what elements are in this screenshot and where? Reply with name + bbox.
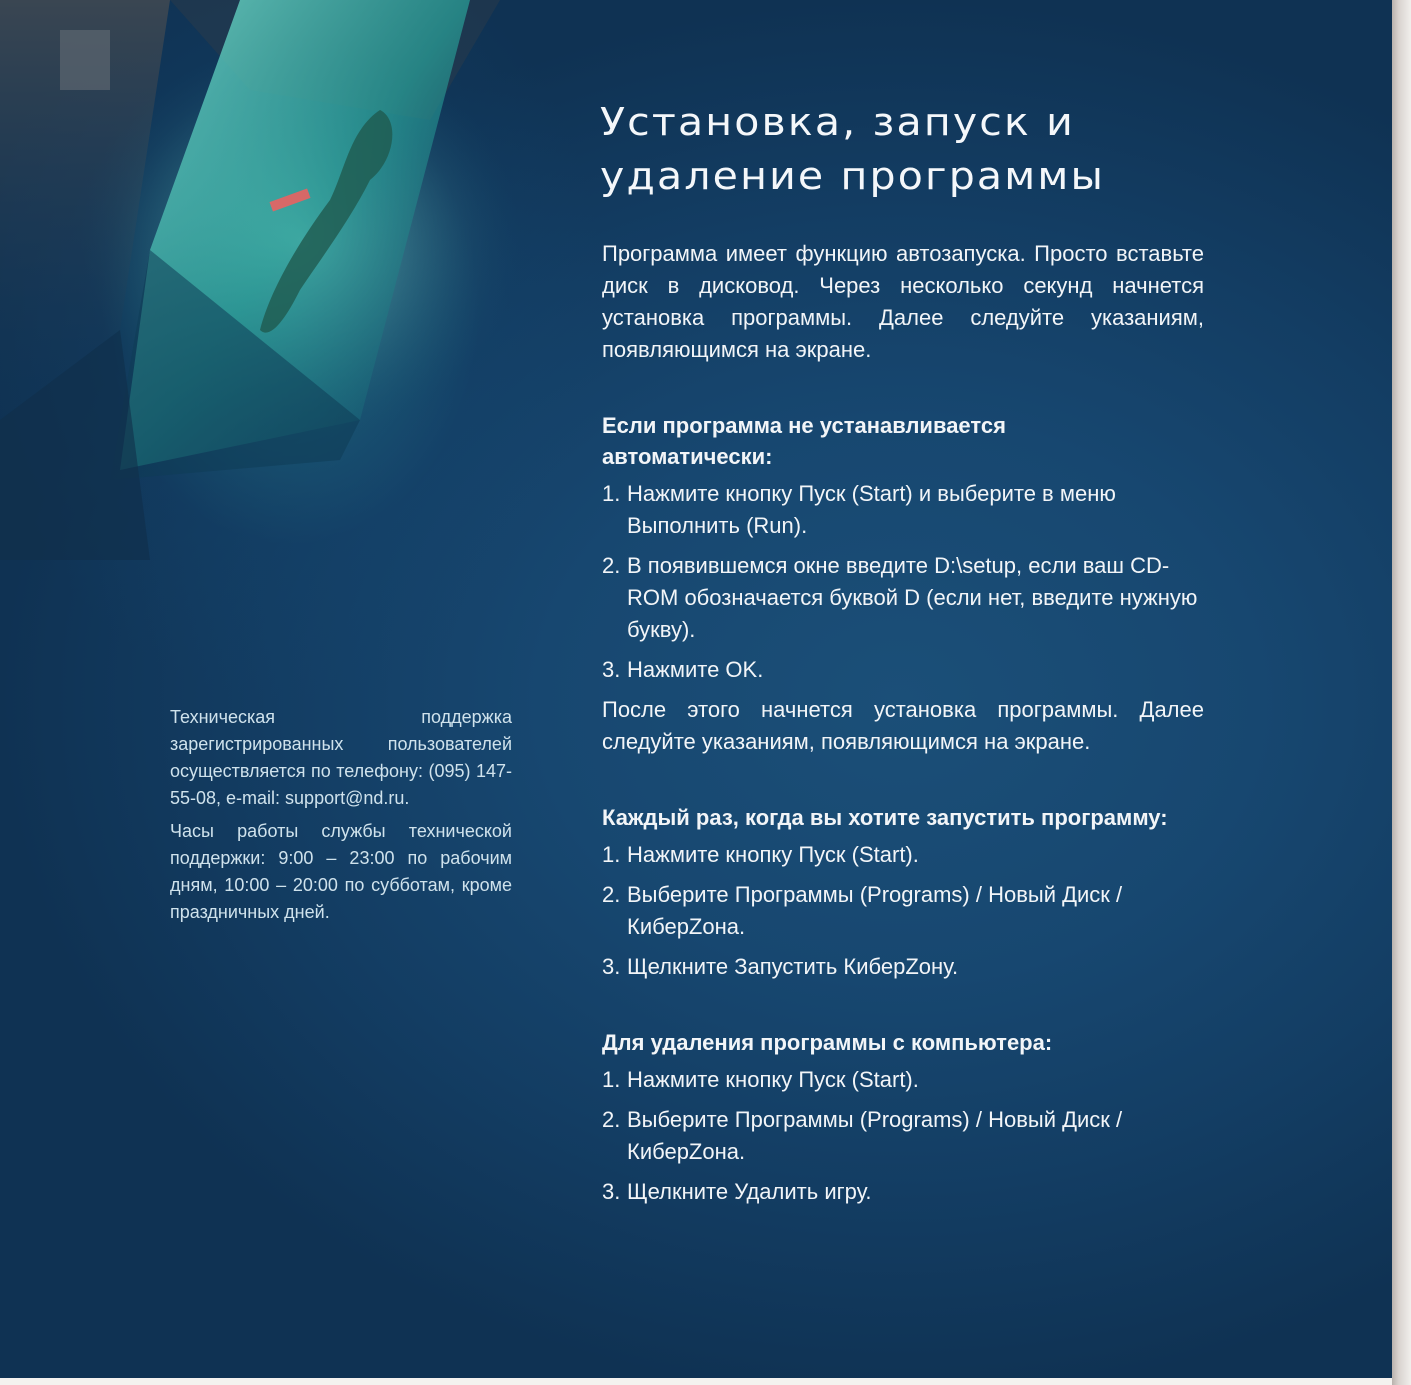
launch-heading: Каждый раз, когда вы хотите запустить программу: (602, 805, 1168, 830)
launch-steps (602, 839, 1204, 983)
booklet-bottom-edge (0, 1378, 1392, 1385)
step-text: Нажмите кнопку Пуск (Start) и выберите в меню Выполнить (Run). (627, 481, 1116, 538)
step-number: 2. (602, 553, 621, 578)
intro-paragraph: Программа имеет функцию автозапуска. Просто вставьте диск в дисковод. Через несколько секунд начнется установка программы. Далее следуйте указаниям, появляющимся на экране. (602, 241, 1204, 362)
step-number: 1. (602, 842, 621, 867)
booklet-edge (1392, 0, 1411, 1385)
step-text: В появившемся окне введите D:\setup, если ваш CD-ROM обозначается буквой D (если нет, введите нужную букву). (627, 553, 1198, 642)
list-item (602, 550, 1204, 646)
step-number: 2. (602, 1107, 621, 1132)
step-number: 3. (602, 657, 621, 682)
step-text: Нажмите кнопку Пуск (Start). (627, 1067, 919, 1092)
step-text: Нажмите OK. (627, 657, 764, 682)
step-text: Выберите Программы (Programs) / Новый Диск / КиберZона. (627, 1107, 1123, 1164)
list-item (602, 1104, 1204, 1168)
after-install-paragraph: После этого начнется установка программы. Далее следуйте указаниям, появляющимся на экране. (602, 697, 1204, 754)
title-line-1: Установка, запуск и (600, 100, 1075, 144)
list-item (602, 1176, 1204, 1208)
game-illustration (0, 0, 540, 560)
support-contact: Техническая поддержка зарегистрированных пользователей осуществляется по телефону: (095) 147-55-08, e-mail: support@nd.ru. (170, 707, 512, 808)
step-text: Нажмите кнопку Пуск (Start). (627, 842, 919, 867)
step-number: 1. (602, 1067, 621, 1092)
list-item (602, 839, 1204, 871)
step-text: Щелкните Запустить КиберZону. (627, 954, 959, 979)
manual-install-heading-line-1: Если программа не устанавливается (602, 413, 1006, 438)
list-item (602, 1064, 1204, 1096)
title-line-2: удаление программы (600, 154, 1106, 198)
list-item (602, 478, 1204, 542)
launch-section (602, 802, 1204, 983)
support-info (170, 704, 512, 926)
manual-install-steps (602, 478, 1204, 686)
step-text: Выберите Программы (Programs) / Новый Диск / КиберZона. (627, 882, 1123, 939)
list-item (602, 879, 1204, 943)
list-item (602, 951, 1204, 983)
manual-install-heading (602, 410, 1204, 472)
step-number: 2. (602, 882, 621, 907)
step-text: Щелкните Удалить игру. (627, 1179, 872, 1204)
uninstall-heading: Для удаления программы с компьютера: (602, 1030, 1053, 1055)
uninstall-steps (602, 1064, 1204, 1208)
page-title (600, 95, 1270, 203)
instructions (602, 238, 1204, 1208)
vent-grille (60, 30, 110, 90)
step-number: 1. (602, 481, 621, 506)
manual-install-heading-line-2: автоматически: (602, 444, 773, 469)
step-number: 3. (602, 954, 621, 979)
manual-install-section (602, 410, 1204, 758)
step-number: 3. (602, 1179, 621, 1204)
uninstall-section (602, 1027, 1204, 1208)
list-item (602, 654, 1204, 686)
support-hours: Часы работы службы технической поддержки: 9:00 – 23:00 по рабочим дням, 10:00 – 20:00 по субботам, кроме праздничных дней. (170, 821, 512, 922)
